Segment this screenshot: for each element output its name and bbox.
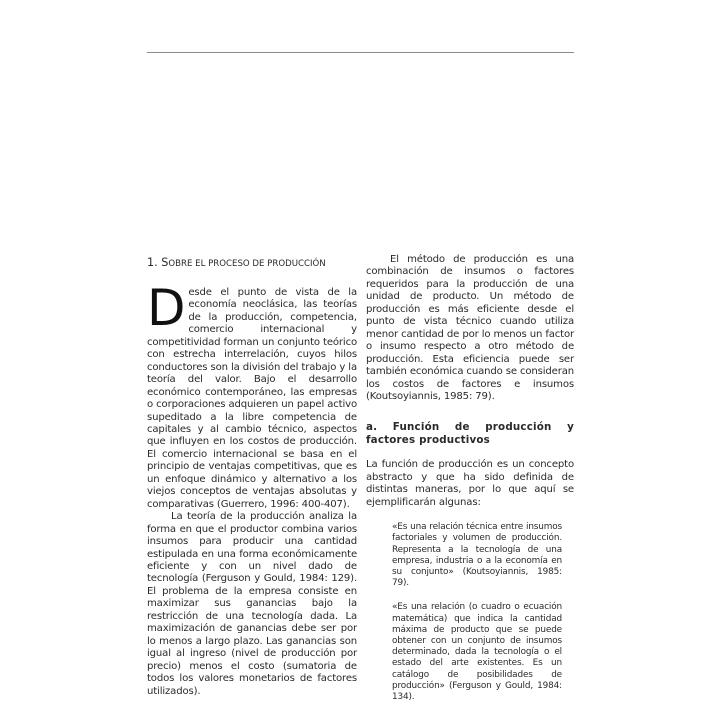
left-column	[147, 256, 357, 698]
production-function-paragraph: La función de producción es un concepto abstracto y que ha sido definida de distintas maneras, por lo que aquí se ejemplificarán algunas:	[366, 459, 574, 508]
subsection-heading: a. Función de producción y factores productivos	[366, 421, 574, 446]
section-number: 1.	[147, 256, 158, 269]
section-title-rest: OBRE EL PROCESO DE PRODUCCIÓN	[168, 259, 326, 269]
section-title-initial: S	[161, 256, 169, 269]
dropcap-letter: D	[147, 279, 186, 337]
intro-paragraph	[147, 279, 357, 511]
right-column	[366, 254, 574, 703]
section-title	[147, 256, 357, 271]
intro-paragraph-text: esde el punto de vista de la economía neoclásica, las teorías de la producción, competencia, comercio internacional y competitividad forman un conjunto teórico con estrecha interrelación, cuyos hilos conductores son la división del trabajo y la teoría del valor. Bajo el desarrollo económico contemporáneo, las empresas o corporaciones adquieren un papel activo supeditado a la libre competencia de capitales y al cambio técnico, aspectos que influyen en los costos de producción. El comercio internacional se basa en el principio de ventajas competitivas, que es un enfoque dinámico y alternativo a los viejos conceptos de ventajas absolutas y comparativas (Guerrero, 1996: 400-407).	[147, 287, 357, 510]
production-method-paragraph: El método de producción es una combinación de insumos o factores requeridos para la producción de una unidad de producto. Un método de producción es más eficiente desde el punto de vista técnico cuando utiliza menor cantidad de por lo menos un factor o insumo respecto a otro método de producción. Esta eficiencia puede ser también económica cuando se consideran los costos de factores e insumos (Koutsoyiannis, 1985: 79).	[366, 254, 574, 402]
production-theory-paragraph: La teoría de la producción analiza la forma en que el productor combina varios insumos para producir una cantidad estipulada en una forma económicamente eficiente y con un nivel dado de tecnología (Ferguson y Gould, 1984: 129). El problema de la empresa consiste en maximizar sus ganancias bajo la restricción de una tecnología dada. La maximización de ganancias debe ser por lo menos a largo plazo. Las ganancias son igual al ingreso (nivel de producción por precio) menos el costo (sumatoria de todos los valores monetarios de factores utilizados).	[147, 511, 357, 697]
block-quote-2: «Es una relación (o cuadro o ecuación matemática) que indica la cantidad máxima de producto que se puede obtener con un conjunto de insumos determinado, dada la tecnología o el estado del arte existentes. Es un catálogo de posibilidades de producción» (Ferguson y Gould, 1984: 134).	[392, 602, 562, 703]
block-quote-1: «Es una relación técnica entre insumos factoriales y volumen de producción. Representa a la tecnología de una empresa, industria o a la economía en su conjunto» (Koutsoyiannis, 1985: 79).	[392, 522, 562, 589]
header-rule	[147, 52, 574, 53]
